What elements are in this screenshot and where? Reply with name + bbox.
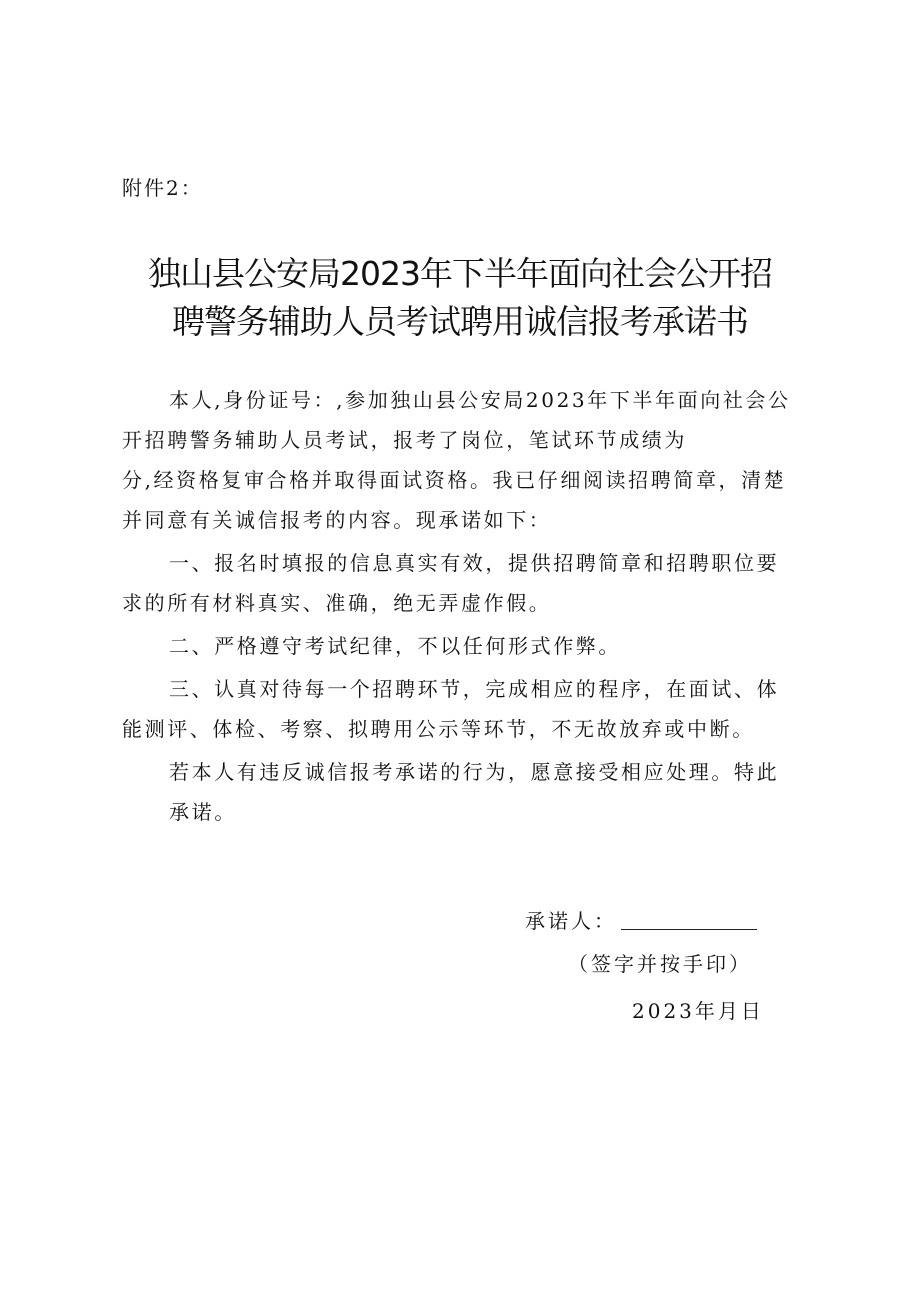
pledge-item-2-line-1: 二、严格遵守考试纪律，不以任何形式作弊。 <box>169 634 621 658</box>
signer-label: 承诺人： <box>525 909 617 933</box>
paragraph-intro-line-2: 开招聘警务辅助人员考试，报考了岗位，笔试环节成绩为 <box>122 428 687 452</box>
paragraph-intro-line-4: 并同意有关诚信报考的内容。现承诺如下： <box>122 508 552 532</box>
pledge-item-1-line-1: 一、报名时填报的信息真实有效，提供招聘简章和招聘职位要 <box>169 551 780 575</box>
signature-note: （签字并按手印） <box>568 952 752 976</box>
document-title <box>120 250 800 346</box>
pledge-item-1-line-2: 求的所有材料真实、准确，绝无弄虚作假。 <box>122 591 552 615</box>
title-line-2: 聘警务辅助人员考试聘用诚信报考承诺书 <box>172 302 748 341</box>
signature-blank-line[interactable] <box>621 909 757 930</box>
attachment-label: 附件2： <box>122 176 203 200</box>
title-line-1: 独山县公安局2023年下半年面向社会公开招 <box>148 254 772 293</box>
closing-line-1: 若本人有违反诚信报考承诺的行为，愿意接受相应处理。特此 <box>169 760 780 784</box>
paragraph-intro-line-3: 分,经资格复审合格并取得面试资格。我已仔细阅读招聘简章，清楚 <box>122 468 787 492</box>
closing-line-2: 承诺。 <box>169 800 237 824</box>
pledge-body <box>122 380 812 832</box>
pledge-item-3-line-2: 能测评、体检、考察、拟聘用公示等环节，不无故放弃或中断。 <box>122 717 755 741</box>
paragraph-intro-line-1: 本人,身份证号：,参加独山县公安局2023年下半年面向社会公 <box>169 388 791 412</box>
pledge-item-3-line-1: 三、认真对待每一个招聘环节，完成相应的程序，在面试、体 <box>169 677 780 701</box>
signer-row <box>525 905 757 934</box>
signature-date: 2023年月日 <box>632 999 764 1023</box>
